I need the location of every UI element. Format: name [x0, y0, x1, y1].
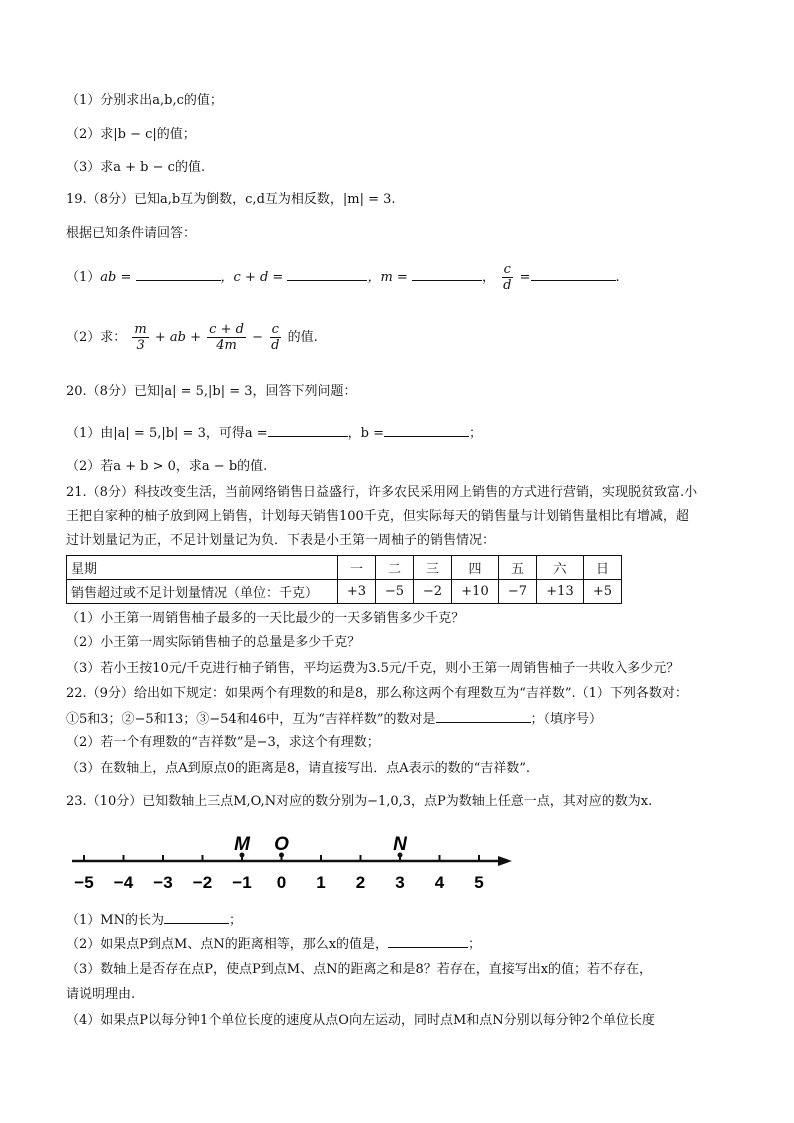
axis-tick-label: 5 — [474, 873, 484, 892]
frac-num: c — [503, 262, 511, 277]
value-2: −5 — [376, 580, 414, 604]
q23-part1 — [66, 911, 242, 930]
axis-tick-label: −2 — [192, 873, 213, 892]
answer-blank-c-over-d[interactable] — [531, 268, 616, 281]
number-line — [72, 828, 512, 898]
fraction-c-over-d — [269, 322, 281, 353]
fraction-cd-over-4m — [207, 322, 246, 353]
q23-p2b: ； — [468, 937, 482, 952]
q23-part2 — [66, 935, 481, 954]
day-5: 五 — [499, 556, 537, 580]
q19-p1-cd: ，c + d = — [220, 270, 284, 285]
q19-p2-plus-ab: + ab + — [154, 330, 202, 345]
q19-p2-label: （2）求： — [66, 330, 127, 345]
q21-part2: （2）小王第一周实际销售柚子的总量是多少千克？ — [66, 635, 361, 650]
q20-part1 — [66, 424, 482, 443]
answer-blank-mn[interactable] — [164, 911, 229, 924]
q20-part2: （2）若a + b > 0，求a − b的值. — [66, 459, 268, 474]
q19-p2-end: 的值. — [287, 330, 318, 345]
frac-num: c — [271, 322, 279, 337]
value-6: +13 — [537, 580, 584, 604]
day-2: 二 — [376, 556, 414, 580]
q18-part2: （2）求|b − c|的值； — [66, 127, 196, 142]
frac-num: c + d — [209, 322, 244, 337]
table-row-label: 销售超过或不足计划量情况（单位：千克） — [67, 580, 338, 604]
q19-part1 — [66, 262, 620, 294]
q19-p1-comma: ， — [481, 270, 495, 285]
axis-tick-label: 4 — [434, 873, 445, 892]
point-label: O — [274, 834, 289, 855]
answer-blank-x[interactable] — [388, 935, 468, 948]
frac-den: 4m — [216, 338, 237, 353]
point-label: M — [234, 834, 250, 855]
q19-p1-eq: = — [519, 270, 531, 285]
q23-p1a: （1）MN的长为 — [66, 913, 164, 928]
table-row — [67, 556, 622, 580]
q21-line2: 王把自家种的柚子放到网上销售，计划每天销售100千克，但实际每天的销售量与计划销售量相比有增减，超 — [66, 509, 689, 524]
q19-p1-m: ，m = — [367, 270, 408, 285]
axis-tick-label: 1 — [316, 873, 326, 892]
day-6: 六 — [537, 556, 584, 580]
fraction-m-over-3 — [132, 322, 148, 353]
value-1: +3 — [338, 580, 376, 604]
axis-tick-label: −5 — [74, 873, 94, 892]
day-3: 三 — [414, 556, 452, 580]
value-4: +10 — [452, 580, 499, 604]
q21-part3: （3）若小王按10元/千克进行柚子销售，平均运费为3.5元/千克，则小王第一周销售柚子一共收入多少元？ — [66, 661, 680, 676]
q18-part1: （1）分别求出a,b,c的值； — [66, 93, 223, 108]
axis-tick-label: 3 — [395, 873, 405, 892]
axis-tick-label: −1 — [232, 873, 252, 892]
axis-arrow — [498, 856, 512, 866]
value-7: +5 — [584, 580, 622, 604]
q19-p2-minus: − — [252, 330, 263, 345]
q22-line1: 22.（9分）给出如下规定：如果两个有理数的和是8，那么称这两个有理数互为“吉祥数”.（1）下列各数对： — [66, 686, 688, 701]
table-row — [67, 580, 622, 604]
q23-part3-line1: （3）数轴上是否存在点P，使点P到点M、点N的距离之和是8？若存在，直接写出x的值；若不存在， — [66, 962, 653, 977]
answer-blank-cd[interactable] — [287, 268, 367, 281]
q23-part4: （4）如果点P以每分钟1个单位长度的速度从点O向左运动，同时点M和点N分别以每分钟2个单位长度 — [66, 1013, 655, 1028]
value-5: −7 — [499, 580, 537, 604]
q21-part1: （1）小王第一周销售柚子最多的一天比最少的一天多销售多少千克？ — [66, 611, 465, 626]
frac-num: m — [134, 322, 147, 337]
day-4: 四 — [452, 556, 499, 580]
q20-stem: 20.（8分）已知|a| = 5,|b| = 3，回答下列问题： — [66, 384, 357, 399]
frac-den: d — [503, 278, 512, 293]
axis-tick-label: 2 — [355, 873, 366, 892]
q22-line2b: ；（填序号） — [530, 712, 603, 727]
axis-tick-label: 0 — [276, 873, 287, 892]
axis-tick-label: −3 — [153, 873, 173, 892]
q22-line2 — [66, 710, 602, 729]
answer-blank-pairs[interactable] — [436, 710, 531, 723]
q19-p1-ab: ab = — [100, 270, 132, 285]
day-7: 日 — [584, 556, 622, 580]
q22-part2: （2）若一个有理数的“吉祥数”是−3，求这个有理数； — [66, 735, 380, 750]
q19-stem: 19.（8分）已知a,b互为倒数，c,d互为相反数，|m| = 3. — [66, 192, 396, 207]
q22-line2a: ①5和3；②−5和13；③−54和46中，互为“吉祥样数”的数对是 — [66, 712, 436, 727]
q22-part3: （3）在数轴上，点A到原点0的距离是8，请直接写出．点A表示的数的“吉祥数”. — [66, 761, 531, 776]
answer-blank-b[interactable] — [384, 424, 469, 437]
answer-blank-ab[interactable] — [136, 268, 221, 281]
q23-stem: 23.（10分）已知数轴上三点M,O,N对应的数分别为−1,0,3，点P为数轴上任意一点，其对应的数为x. — [66, 794, 653, 809]
q23-p1b: ； — [228, 913, 242, 928]
answer-blank-m[interactable] — [412, 268, 482, 281]
q18-part3: （3）求a + b − c的值. — [66, 160, 206, 175]
answer-blank-a[interactable] — [268, 424, 348, 437]
point-label: N — [393, 834, 407, 855]
frac-den: d — [271, 338, 280, 353]
q19-part2 — [66, 320, 318, 356]
sales-table — [66, 555, 622, 604]
frac-den: 3 — [136, 338, 145, 353]
value-3: −2 — [414, 580, 452, 604]
table-header-label: 星期 — [67, 556, 338, 580]
q19-p1-label: （1） — [66, 270, 101, 285]
fraction-c-over-d — [501, 262, 513, 293]
q21-line3: 过计划量记为正，不足计划量记为负．下表是小王第一周柚子的销售情况： — [66, 533, 496, 548]
q20-p1b: ，b = — [347, 426, 384, 441]
q19-p1-end: . — [615, 270, 620, 285]
q21-line1: 21.（8分）科技改变生活，当前网络销售日益盛行，许多农民采用网上销售的方式进行营销，实现脱贫致富.小 — [66, 485, 698, 500]
q20-p1a: （1）由|a| = 5,|b| = 3，可得a = — [66, 426, 268, 441]
q20-p1c: ； — [469, 426, 483, 441]
q23-p2a: （2）如果点P到点M、点N的距离相等，那么x的值是， — [66, 937, 389, 952]
axis-tick-label: −4 — [113, 873, 134, 892]
q19-prompt: 根据已知条件请回答： — [66, 226, 197, 241]
day-1: 一 — [338, 556, 376, 580]
q23-part3-line2: 请说明理由. — [66, 987, 136, 1002]
